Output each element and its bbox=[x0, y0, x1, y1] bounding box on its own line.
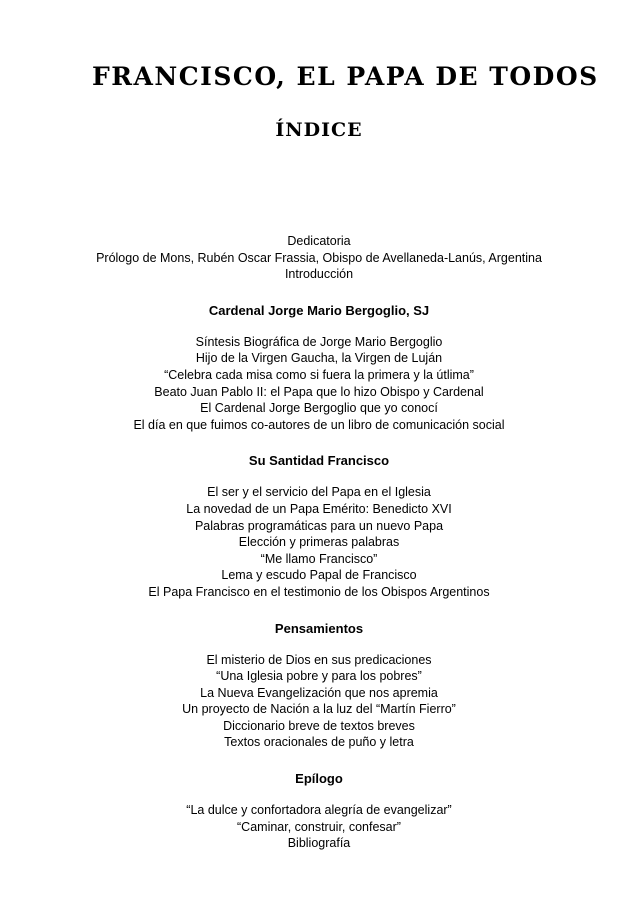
toc-entry: Textos oracionales de puño y letra bbox=[224, 735, 414, 750]
section-heading: Pensamientos bbox=[274, 620, 364, 636]
table-of-contents bbox=[0, 233, 638, 852]
toc-entry: El día en que fuimos co-autores de un libro de comunicación social bbox=[133, 417, 505, 432]
toc-entry: “Caminar, construir, confesar” bbox=[237, 819, 401, 834]
intro-entries bbox=[0, 233, 638, 283]
toc-section-bergoglio bbox=[0, 302, 638, 434]
toc-entry: El Papa Francisco en el testimonio de los Obispos Argentinos bbox=[148, 584, 490, 599]
section-heading: Epílogo bbox=[295, 771, 343, 787]
toc-entry: Bibliografía bbox=[287, 836, 351, 851]
toc-entry: El Cardenal Jorge Bergoglio que yo conocí bbox=[200, 401, 438, 416]
toc-entry: “Una Iglesia pobre y para los pobres” bbox=[216, 669, 422, 684]
toc-entry: Lema y escudo Papal de Francisco bbox=[221, 568, 417, 583]
section-heading: Cardenal Jorge Mario Bergoglio, SJ bbox=[208, 302, 430, 318]
toc-entry-prologo: Prólogo de Mons, Rubén Oscar Frassia, Obispo de Avellaneda-Lanús, Argentina bbox=[96, 250, 542, 265]
book-title: FRANCISCO, EL PAPA DE TODOS bbox=[92, 62, 599, 91]
toc-entry: El ser y el servicio del Papa en el Iglesia bbox=[207, 485, 431, 500]
index-title: ÍNDICE bbox=[275, 119, 363, 141]
toc-entry: Diccionario breve de textos breves bbox=[223, 718, 415, 733]
toc-section-pensamientos bbox=[0, 620, 638, 752]
toc-entry: Un proyecto de Nación a la luz del “Martín Fierro” bbox=[182, 702, 456, 717]
toc-entry: Elección y primeras palabras bbox=[238, 535, 400, 550]
toc-entry: Síntesis Biográfica de Jorge Mario Bergoglio bbox=[195, 334, 443, 349]
toc-entry: Hijo de la Virgen Gaucha, la Virgen de Luján bbox=[195, 351, 443, 366]
section-heading: Su Santidad Francisco bbox=[248, 453, 390, 469]
toc-entry: Palabras programáticas para un nuevo Papa bbox=[194, 518, 444, 533]
toc-section-santidad-francisco bbox=[0, 452, 638, 600]
toc-section-epilogo bbox=[0, 770, 638, 852]
toc-entry: El misterio de Dios en sus predicaciones bbox=[206, 652, 432, 667]
toc-entry: Beato Juan Pablo II: el Papa que lo hizo Obispo y Cardenal bbox=[154, 384, 484, 399]
toc-entry-introduccion: Introducción bbox=[284, 267, 354, 282]
toc-entry: La Nueva Evangelización que nos apremia bbox=[200, 685, 438, 700]
toc-entry-dedicatoria: Dedicatoria bbox=[287, 234, 351, 248]
toc-entry: “La dulce y confortadora alegría de evangelizar” bbox=[186, 803, 452, 818]
toc-entry: “Me llamo Francisco” bbox=[260, 551, 378, 566]
toc-entry: “Celebra cada misa como si fuera la primera y la útlima” bbox=[164, 367, 474, 382]
toc-entry: La novedad de un Papa Emérito: Benedicto XVI bbox=[186, 501, 452, 516]
